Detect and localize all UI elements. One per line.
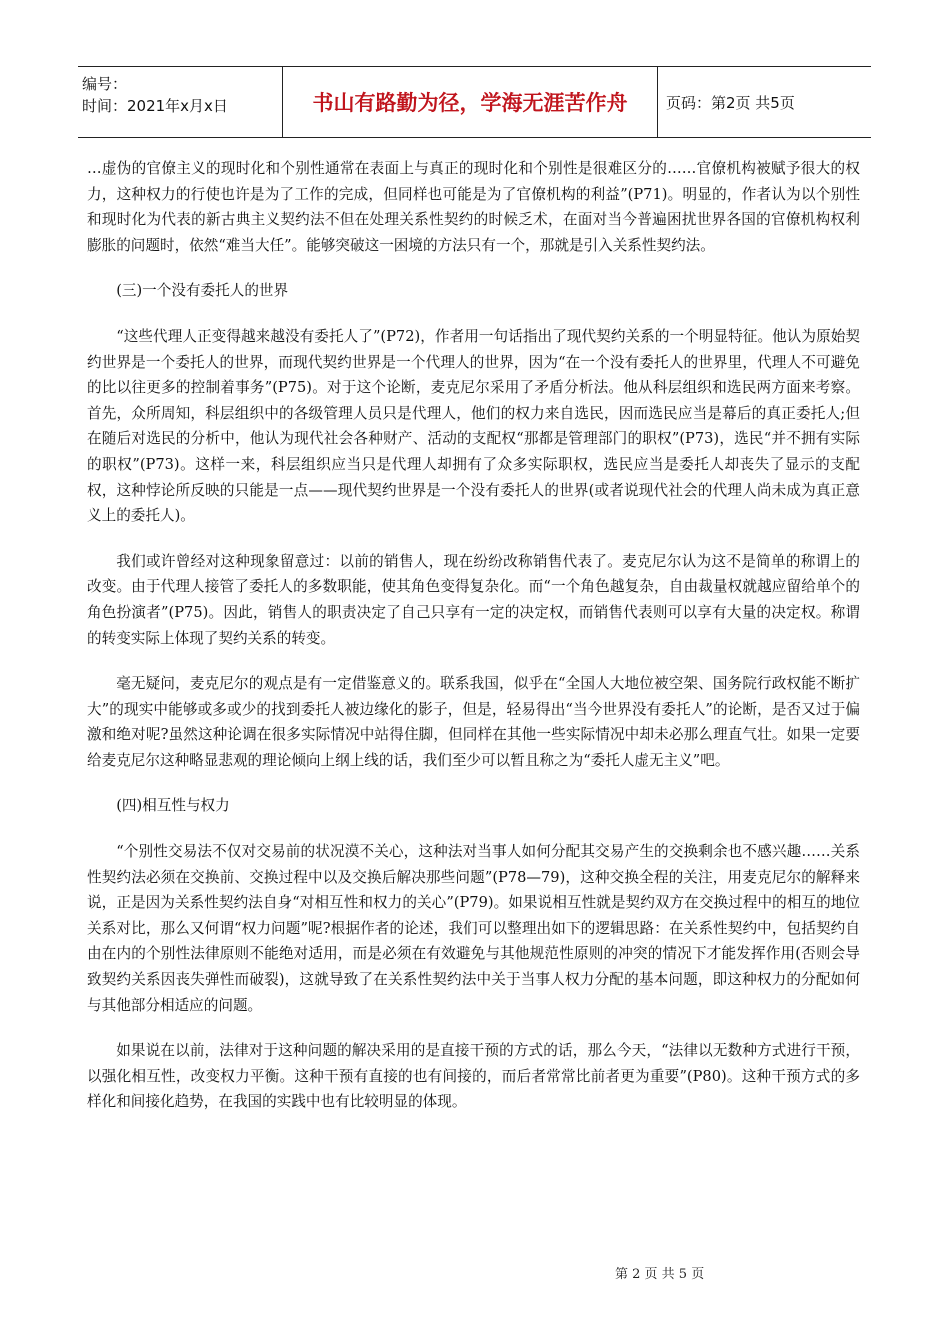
section-heading-4: (四)相互性与权力 xyxy=(116,797,230,815)
document-body xyxy=(87,156,860,1135)
paragraph-2: “这些代理人正变得越来越没有委托人了”(P72)，作者用一句话指出了现代契约关系的一个明显特征。他认为原始契约世界是一个委托人的世界，而现代契约世界是一个代理人的世界，因为“在一个没有委托人的世界里，代理人不可避免的比以往更多的控制着事务”(P75)。对于这个论断，麦克尼尔采用了矛盾分析法。他从科层组织和选民两方面来考察。首先，众所周知，科层组织中的各级管理人员只是代理人，他们的权力来自选民，因而选民应当是幕后的真正委托人;但在随后对选民的分析中，他认为现代社会各种财产、活动的支配权“那都是管理部门的职权”(P73)，选民“并不拥有实际的职权”(P73)。这样一来，科层组织应当只是代理人却拥有了众多实际职权，选民应当是委托人却丧失了显示的支配权，这种悖论所反映的只能是一点——现代契约世界是一个没有委托人的世界(或者说现代社会的代理人尚未成为真正意义上的委托人)。 xyxy=(87,327,860,525)
paragraph-4: 毫无疑问，麦克尼尔的观点是有一定借鉴意义的。联系我国，似乎在“全国人大地位被空架、国务院行政权能不断扩大”的现实中能够或多或少的找到委托人被边缘化的影子，但是，轻易得出“当今世界没有委托人”的论断，是否又过于偏激和绝对呢?虽然这种论调在很多实际情况中站得住脚，但同样在其他一些实际情况中却未必那么理直气壮。如果一定要给麦克尼尔这种略显悲观的理论倾向上纲上线的话，我们至少可以暂且称之为“委托人虚无主义”吧。 xyxy=(87,675,860,769)
section-heading-3: (三)一个没有委托人的世界 xyxy=(116,282,289,300)
header-code-label: 编号： xyxy=(82,75,128,93)
footer-page-number: 第 2 页 共 5 页 xyxy=(615,1267,705,1282)
paragraph-3: 我们或许曾经对这种现象留意过：以前的销售人，现在纷纷改称销售代表了。麦克尼尔认为这不是简单的称谓上的改变。由于代理人接管了委托人的多数职能，使其角色变得复杂化。而“一个角色越复杂，自由裁量权就越应留给单个的角色扮演者”(P75)。因此，销售人的职责决定了自己只享有一定的决定权，而销售代表则可以享有大量的决定权。称谓的转变实际上体现了契约关系的转变。 xyxy=(87,552,860,647)
header-meta xyxy=(78,67,283,137)
header-page-label: 页码：第2页 共5页 xyxy=(666,93,795,112)
paragraph-5: “个别性交易法不仅对交易前的状况漠不关心，这种法对当事人如何分配其交易产生的交换剩余也不感兴趣……关系性契约法必须在交换前、交换过程中以及交换后解决那些问题”(P78—79)，这种交换全程的关注，用麦克尼尔的解释来说，正是因为关系性契约法自身“对相互性和权力的关心”(P79)。如果说相互性就是契约双方在交换过程中的相互的地位关系对比，那么又何谓“权力问题”呢?根据作者的论述，我们可以整理出如下的逻辑思路：在关系性契约中，包括契约自由在内的个别性法律原则不能绝对适用，而是必须在有效避免与其他规范性原则的冲突的情况下才能发挥作用(否则会导致契约关系因丧失弹性而破裂)，这就导致了在关系性契约法中关于当事人权力分配的基本问题，即这种权力的分配如何与其他部分相适应的问题。 xyxy=(87,843,860,1014)
header-motto: 书山有路勤为径，学海无涯苦作舟 xyxy=(283,67,658,137)
paragraph-6: 如果说在以前，法律对于这种问题的解决采用的是直接干预的方式的话，那么今天，“法律以无数种方式进行干预，以强化相互性，改变权力平衡。这种干预有直接的也有间接的，而后者常常比前者更为重要”(P80)。这种干预方式的多样化和间接化趋势，在我国的实践中也有比较明显的体现。 xyxy=(87,1042,860,1111)
header-date-label: 时间：2021年x月x日 xyxy=(82,97,228,115)
paragraph-1: …虚伪的官僚主义的现时化和个别性通常在表面上与真正的现时化和个别性是很难区分的……官僚机构被赋予很大的权力，这种权力的行使也许是为了工作的完成，但同样也可能是为了官僚机构的利益”(P71)。明显的，作者认为以个别性和现时化为代表的新古典主义契约法不但在处理关系性契约的时候乏术，在面对当今普遍困扰世界各国的官僚机构权利膨胀的问题时，依然“难当大任”。能够突破这一困境的方法只有一个，那就是引入关系性契约法。 xyxy=(87,160,860,254)
page-header xyxy=(78,66,871,138)
